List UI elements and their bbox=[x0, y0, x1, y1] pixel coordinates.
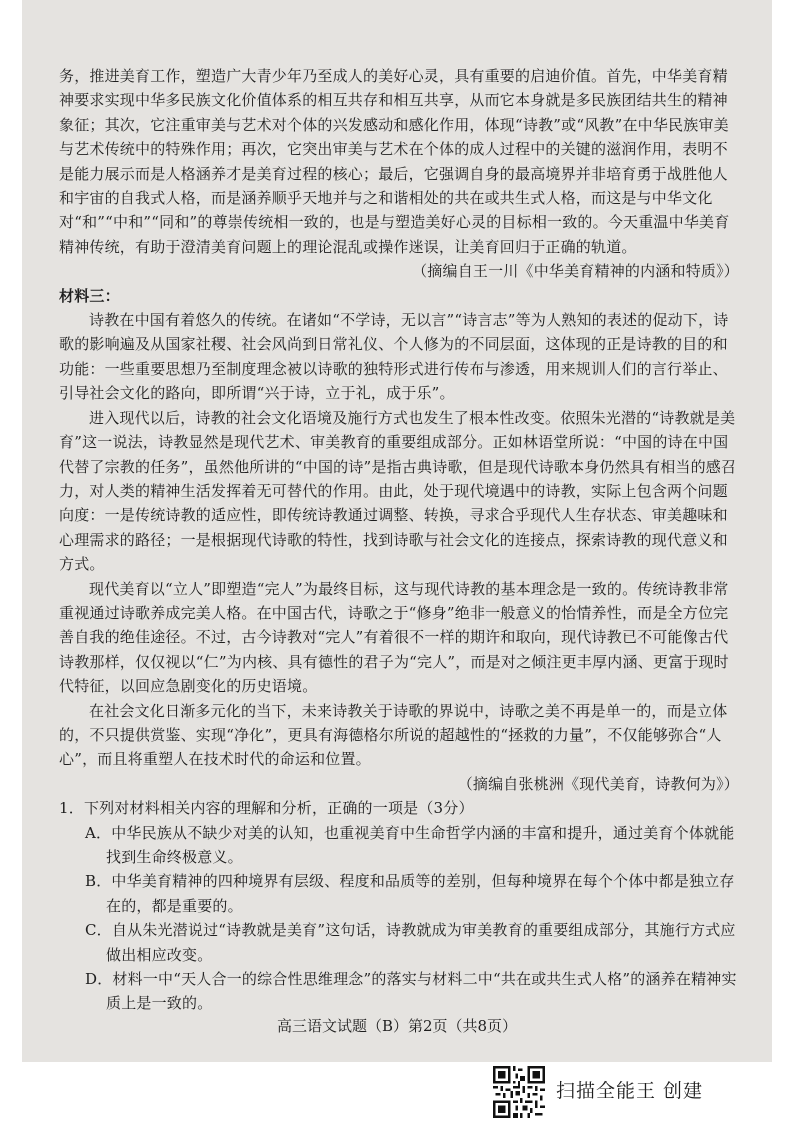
material3-paragraph: 诗教在中国有着悠久的传统。在诸如“不学诗，无以言”“诗言志”等为人熟知的表述的促动下，诗歌的影响遍及从国家社稷、社会风尚到日常礼仪、个人修为的不同层面，这体现的正是诗教的目的和功能：一些重要思想乃至制度理念被以诗歌的独特形式进行传布与渗透，用来规训人们的言行举止、引导社会文化的路向，即所谓“兴于诗，立于礼，成于乐”。 bbox=[59, 311, 729, 403]
qr-code-icon bbox=[493, 1066, 545, 1118]
material3-source: （摘编自张桃洲《现代美育，诗教何为》） bbox=[457, 774, 739, 793]
question1-option-d: D．材料一中“天人合一的综合性思维理念”的落实与材料二中“共在或共生式人格”的涵养在精神实质上是一致的。 bbox=[85, 970, 737, 1013]
material2-tail-paragraph: 务，推进美育工作，塑造广大青少年乃至成人的美好心灵，具有重要的启迪价值。首先，中华美育精神要求实现中华多民族文化价值体系的相互共存和相互共享，从而它本身就是多民族团结共生的精神象征；其次，它注重审美与艺术对个体的兴发感动和感化作用，体现“诗教”或“风教”在中华民族审美与艺术传统中的特殊作用；再次，它突出审美与艺术在个体的成人过程中的关键的滋润作用，表明不是能力展示而是人格涵养才是美育过程的核心；最后，它强调自身的最高境界并非培育勇于战胜他人和宇宙的自我式人格，而是涵养顺乎天地并与之和谐相处的共在或共生式人格，而这是与中华文化对“和”“中和”“同和”的尊崇传统相一致的，也是与塑造美好心灵的目标相一致的。今天重温中华美育精神传统，有助于澄清美育问题上的理论混乱或操作迷误，让美育回归于正确的轨道。 bbox=[59, 67, 730, 256]
page-footer: 高三语文试题（B）第2页（共8页） bbox=[276, 1017, 518, 1035]
page-text bbox=[59, 64, 739, 1016]
material2-source: （摘编自王一川《中华美育精神的内涵和特质》） bbox=[412, 262, 739, 281]
exam-page bbox=[22, 0, 772, 1062]
question1-stem: 1．下列对材料相关内容的理解和分析，正确的一项是（3分） bbox=[59, 799, 474, 818]
scanner-watermark bbox=[493, 1066, 743, 1118]
material3-paragraph: 在社会文化日渐多元化的当下，未来诗教关于诗歌的界说中，诗歌之美不再是单一的，而是立体的，不只提供赏鉴、实现“净化”，更具有海德格尔所说的超越性的“拯救的力量”，不仅能够弥合“人心”，而且将重塑人在技术时代的命运和位置。 bbox=[59, 701, 728, 769]
material3-paragraph: 现代美育以“立人”即塑造“完人”为最终目标，这与现代诗教的基本理念是一致的。传统诗教非常重视通过诗歌养成完美人格。在中国古代，诗歌之于“修身”绝非一般意义的怡情养性，而是全方位完善自我的绝佳途径。不过，古今诗教对“完人”有着很不一样的期许和取向，现代诗教已不可能像古代诗教那样，仅仅视以“仁”为内核、具有德性的君子为“完人”，而是对之倾注更丰厚内涵、更富于现时代特征，以回应急剧变化的历史语境。 bbox=[59, 579, 729, 696]
material3-heading: 材料三： bbox=[59, 286, 120, 305]
question1-option-a: A．中华民族从不缺少对美的认知，也重视美育中生命哲学内涵的丰富和提升，通过美育个体就能找到生命终极意义。 bbox=[85, 823, 735, 866]
material3-paragraph: 进入现代以后，诗教的社会文化语境及施行方式也发生了根本性改变。依照朱光潜的“诗教就是美育”这一说法，诗教显然是现代艺术、审美教育的重要组成部分。正如林语堂所说：“中国的诗在中国代替了宗教的任务”，虽然他所讲的“中国的诗”是指古典诗歌，但是现代诗歌本身仍然具有相当的感召力，对人类的精神生活发挥着无可替代的作用。由此，处于现代境遇中的诗教，实际上包含两个问题向度：一是传统诗教的适应性，即传统诗教通过调整、转换，寻求合乎现代人生存状态、审美趣味和心理需求的路径；一是根据现代诗歌的特性，找到诗歌与社会文化的连接点，探索诗教的现代意义和方式。 bbox=[59, 408, 737, 574]
scanner-label: 扫描全能王 创建 bbox=[556, 1080, 704, 1102]
question1-option-b: B．中华美育精神的四种境界有层级、程度和品质等的差别，但每种境界在每个个体中都是独立存在的，都是重要的。 bbox=[85, 872, 735, 915]
question1-option-c: C．自从朱光潜说过“诗教就是美育”这句话，诗教就成为审美教育的重要组成部分，其施行方式应做出相应改变。 bbox=[85, 921, 736, 964]
